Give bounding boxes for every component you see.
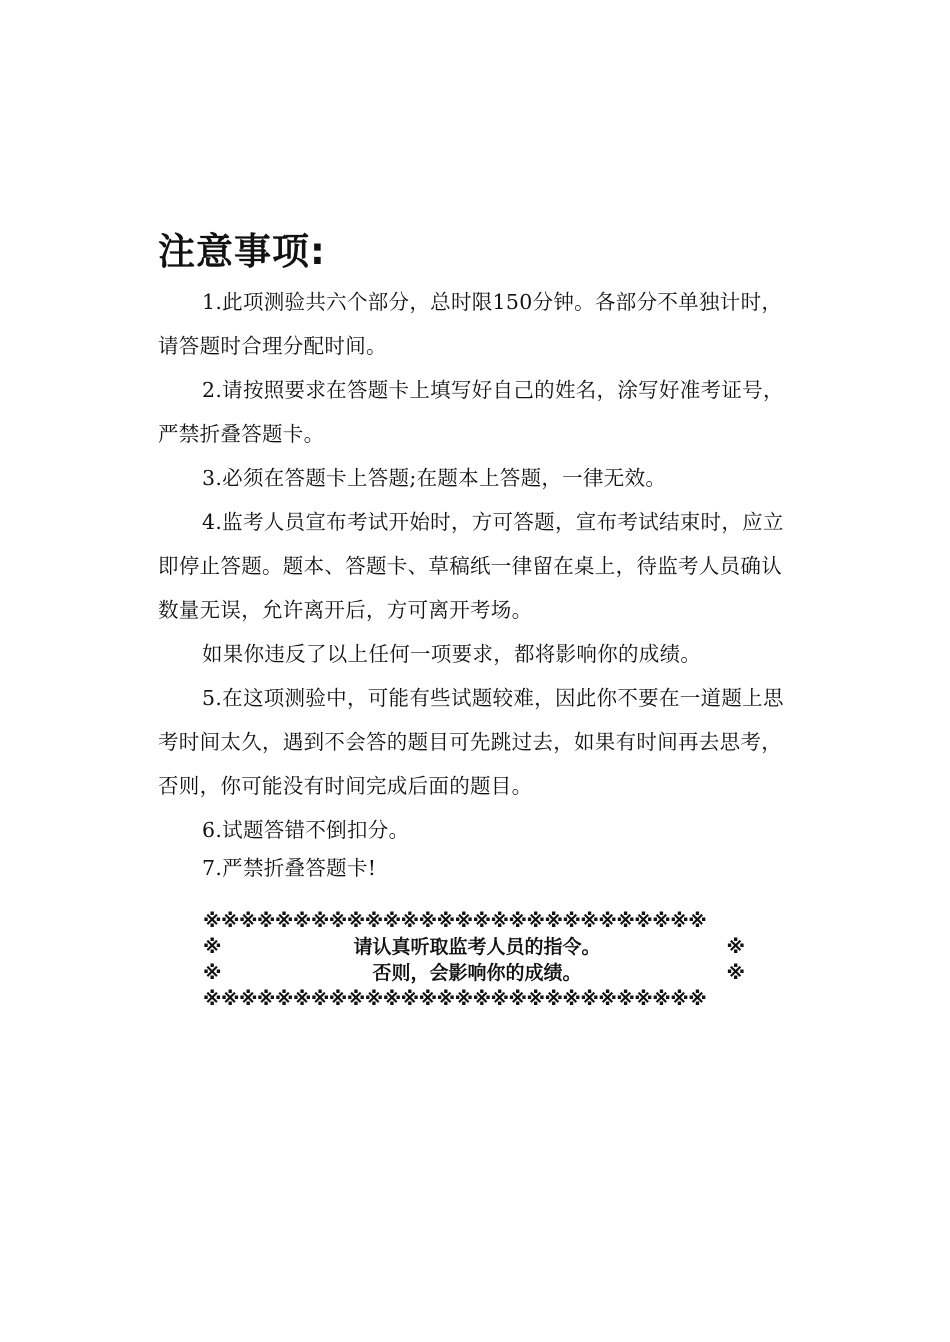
notice-line-2: 否则，会影响你的成绩。 [372,962,582,984]
instruction-item-4: 4.监考人员宣布考试开始时，方可答题，宣布考试结束时，应立即停止答题。题本、答题卡、草稿纸一律留在桌上，待监考人员确认数量无误，允许离开后，方可离开考场。 [158,510,784,622]
instructions-list [158,280,798,886]
instruction-item-7: 7.严禁折叠答题卡! [202,856,377,880]
instruction-item-6: 6.试题答错不倒扣分。 [202,818,410,842]
notice-row-1 [203,934,751,960]
notice-border-bottom: ※※※※※※※※※※※※※※※※※※※※※※※※※※※※ [203,988,707,1010]
notice-mark: ※ [203,962,222,984]
notice-row-2 [203,960,751,986]
notice-box [203,908,751,1012]
notice-mark: ※ [726,936,745,958]
page-title: 注意事项: [158,230,326,273]
instruction-item-1: 1.此项测验共六个部分，总时限150分钟。各部分不单独计时，请答题时合理分配时间。 [158,290,783,358]
instruction-item-2: 2.请按照要求在答题卡上填写好自己的姓名，涂写好准考证号，严禁折叠答题卡。 [158,378,784,446]
instruction-warning: 如果你违反了以上任何一项要求，都将影响你的成绩。 [202,642,702,666]
instruction-item-3: 3.必须在答题卡上答题;在题本上答题，一律无效。 [202,466,667,490]
notice-border-top: ※※※※※※※※※※※※※※※※※※※※※※※※※※※※ [203,910,707,932]
notice-line-1: 请认真听取监考人员的指令。 [353,936,601,958]
notice-mark: ※ [726,962,745,984]
instruction-item-5: 5.在这项测验中，可能有些试题较难，因此你不要在一道题上思考时间太久，遇到不会答的题目可先跳过去，如果有时间再去思考，否则，你可能没有时间完成后面的题目。 [158,686,784,798]
notice-mark: ※ [203,936,222,958]
